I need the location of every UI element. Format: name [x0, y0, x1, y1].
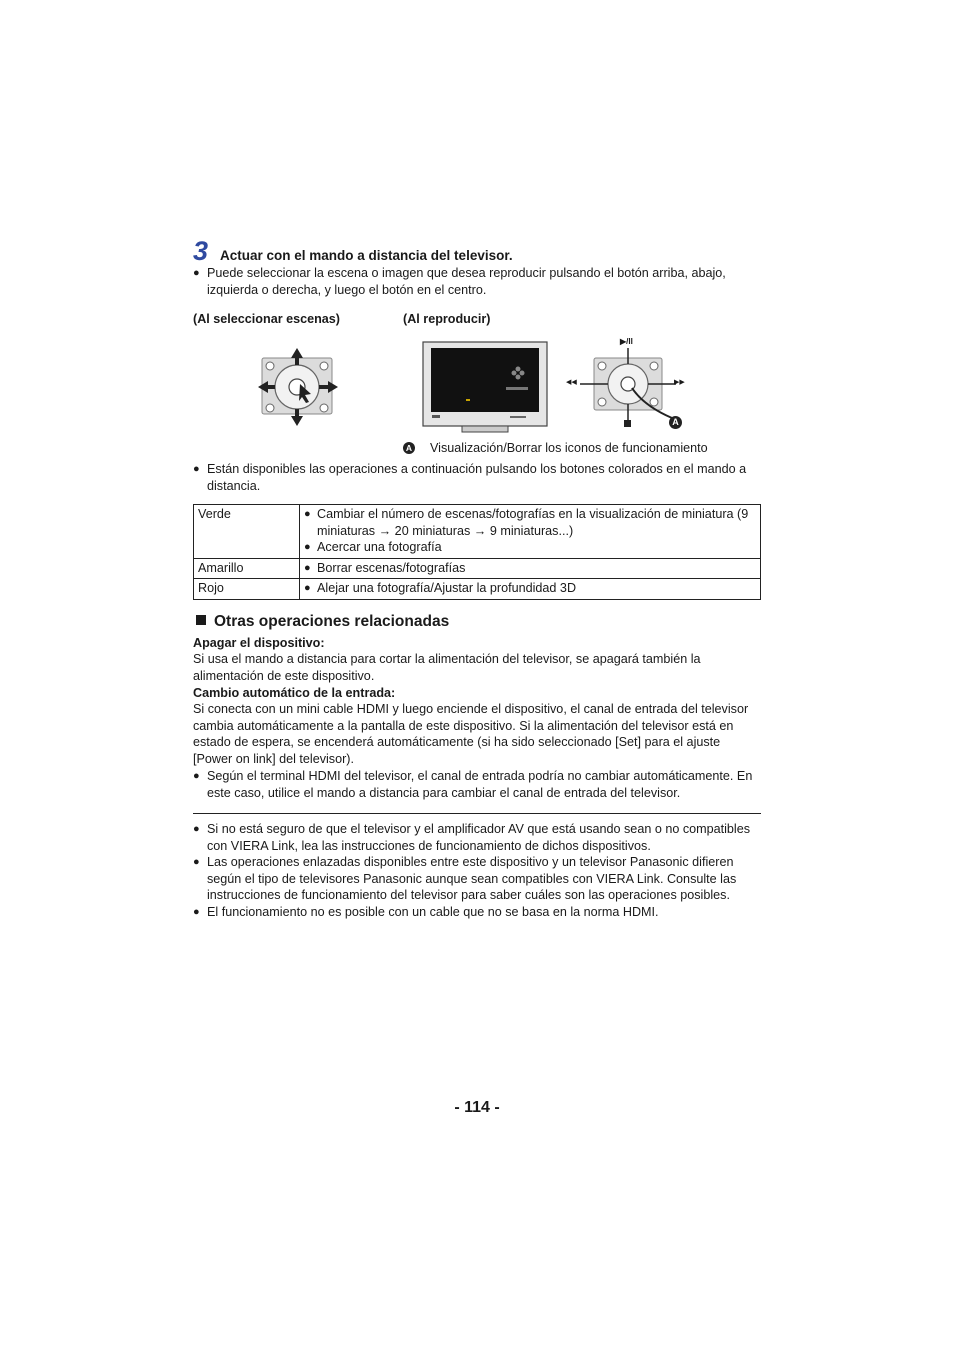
- color-operations-table: [193, 504, 761, 600]
- color-cell: Amarillo: [194, 558, 300, 579]
- rewind-label: ◀◀: [566, 379, 577, 386]
- operation-text: Borrar escenas/fotografías: [317, 560, 466, 575]
- note-item: [193, 854, 763, 904]
- bullet-dot: ●: [304, 508, 311, 520]
- callout-marker-figure: A: [669, 416, 682, 429]
- divider: [193, 813, 761, 814]
- note-text: Si no está seguro de que el televisor y el amplificador AV que está usando sean o no compatibles con VIERA Link, lea las instrucciones de funcionamiento de dichos dispositivos.: [207, 822, 751, 853]
- note-text: Las operaciones enlazadas disponibles entre este dispositivo y un televisor Panasonic difieren según el tipo de televisores Panasonic aunque sean compatibles con VIERA Link. Consulte las instrucciones de funcionamiento del televisor para saber cuáles son las operaciones posibles.: [207, 855, 737, 903]
- note-text: El funcionamiento no es posible con un cable que no se basa en la norma HDMI.: [207, 905, 659, 919]
- caption-playback: (Al reproducir): [403, 312, 491, 326]
- power-off-text: Si usa el mando a distancia para cortar la alimentación del televisor, se apagará también la alimentación de este dispositivo.: [193, 652, 701, 683]
- step-bullet-text: Puede seleccionar la escena o imagen que desea reproducir pulsando el botón arriba, abajo, izquierda o derecha, y luego el botón en el centro.: [207, 266, 726, 297]
- section-title: [196, 613, 449, 631]
- bullet-dot: ●: [193, 267, 200, 279]
- color-cell: Rojo: [194, 579, 300, 600]
- bullet-dot: ●: [193, 906, 200, 918]
- caption-selecting-scenes: (Al seleccionar escenas): [193, 312, 341, 326]
- bullet-dot: ●: [193, 463, 200, 475]
- play-pause-label: ▶/II: [620, 337, 633, 346]
- operation-text: Alejar una fotografía/Ajustar la profundidad 3D: [317, 581, 577, 596]
- auto-input-text: Si conecta con un mini cable HDMI y luego enciende el dispositivo, el canal de entrada del televisor cambia automáticamente a la pantalla de este dispositivo. Si la alimentación del televisor está en estado de espera, se encenderá automáticamente (si ha sido seleccionado [Set] para el ajuste [Power on link] del televisor).: [193, 702, 749, 766]
- table-row: [194, 579, 761, 600]
- bullet-dot: ●: [304, 541, 311, 554]
- operation-text: Cambiar el número de escenas/fotografías en la visualización de miniatura (9 miniaturas → 20 miniaturas → 9 miniaturas...): [317, 507, 749, 538]
- operation-text: Acercar una fotografía: [317, 540, 442, 555]
- operations-cell: [300, 505, 761, 559]
- color-buttons-bullet: [193, 461, 763, 494]
- color-cell: Verde: [194, 505, 300, 559]
- table-row: [194, 558, 761, 579]
- section-title-text: Otras operaciones relacionadas: [214, 613, 450, 630]
- callout-text: Visualización/Borrar los iconos de funcionamiento: [430, 441, 708, 455]
- step-title: Actuar con el mando a distancia del televisor.: [220, 248, 513, 263]
- operation-item: [304, 580, 756, 597]
- bullet-dot: ●: [193, 856, 200, 868]
- bullet-dot: ●: [193, 770, 200, 782]
- section-square-icon: [196, 615, 206, 625]
- table-row: [194, 505, 761, 559]
- auto-input-bullet-text: Según el terminal HDMI del televisor, el canal de entrada podría no cambiar automáticamente. En este caso, utilice el mando a distancia para cambiar el canal de entrada del televisor.: [207, 769, 753, 800]
- callout-marker: A: [403, 442, 415, 454]
- power-off-heading: Apagar el dispositivo:: [193, 636, 325, 650]
- remote-dpad-illustration: [256, 346, 342, 428]
- step-number: 3: [193, 236, 209, 266]
- operations-cell: [300, 579, 761, 600]
- bullet-dot: ●: [304, 582, 311, 595]
- operation-item: [304, 506, 756, 539]
- operation-item: [304, 539, 756, 556]
- step-bullet: [193, 265, 763, 298]
- tv-illustration: [422, 341, 548, 436]
- note-item: [193, 904, 763, 921]
- page-number: - 114 -: [454, 1099, 500, 1116]
- note-item: [193, 821, 763, 854]
- bullet-dot: ●: [193, 823, 200, 835]
- operations-cell: [300, 558, 761, 579]
- color-buttons-text: Están disponibles las operaciones a continuación pulsando los botones colorados en el mando a distancia.: [207, 462, 747, 493]
- forward-label: ▶▶: [674, 379, 685, 386]
- operation-item: [304, 560, 756, 577]
- auto-input-heading: Cambio automático de la entrada:: [193, 686, 396, 700]
- auto-input-bullet: [193, 768, 763, 801]
- bullet-dot: ●: [304, 561, 311, 574]
